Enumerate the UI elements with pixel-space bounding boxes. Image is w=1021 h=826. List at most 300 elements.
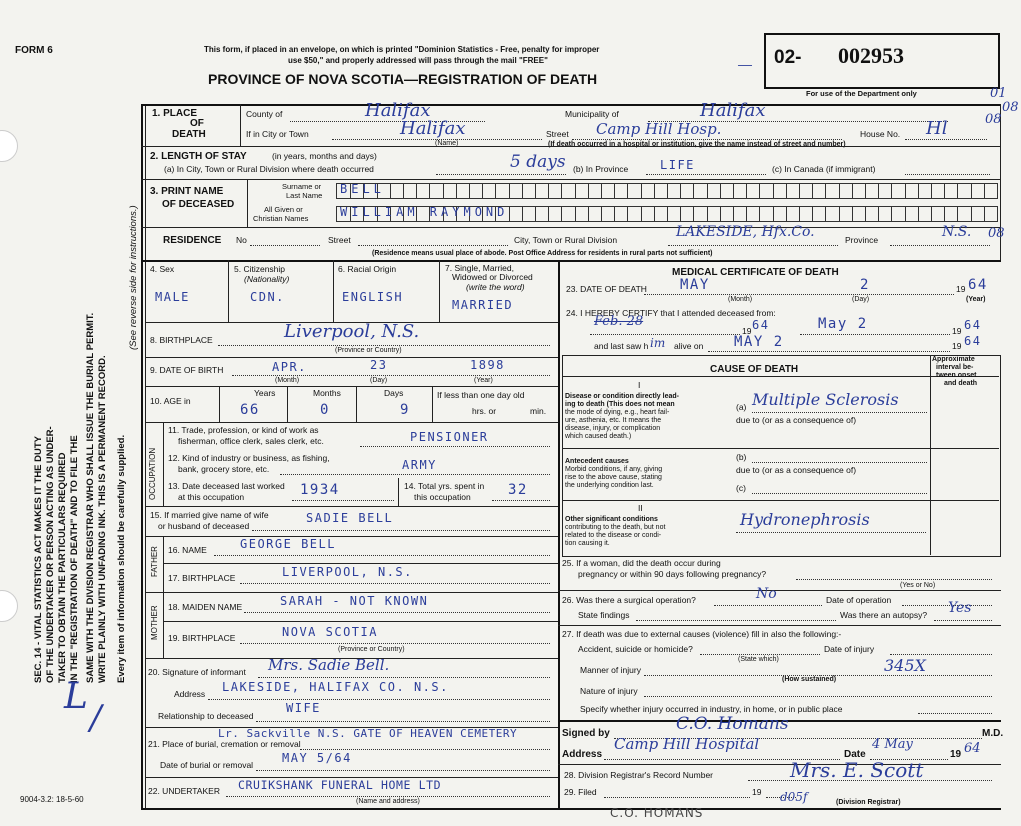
signed-by-value: C.O. Homans	[676, 714, 789, 734]
letter-cell	[496, 184, 510, 198]
row-occupation-bottom	[145, 506, 558, 507]
age-divider-3	[356, 386, 357, 422]
how-sustained-note: (How sustained)	[782, 676, 837, 683]
place-label-2: OF	[190, 118, 204, 129]
age-days-value: 9	[400, 402, 410, 418]
marital-value: MARRIED	[452, 298, 514, 312]
informant-address-line	[208, 699, 550, 700]
residence-province-value: N.S.	[942, 224, 972, 240]
attended-from-yr-prefix: 19	[742, 326, 752, 336]
margin-mark-2: /	[90, 698, 102, 738]
row-father-bottom	[145, 592, 558, 593]
antecedent-1: Antecedent causes	[565, 458, 629, 465]
trade-value: PENSIONER	[410, 430, 489, 444]
letter-cell	[509, 207, 523, 221]
alive-line	[708, 351, 950, 352]
last-worked-value: 1934	[300, 482, 340, 498]
disease-line-3: the mode of dying, e.g., heart fail-	[565, 409, 670, 416]
cause-a-label: (a)	[736, 402, 747, 412]
residence-division-value: LAKESIDE, Hfx.Co.	[676, 224, 815, 240]
dob-day-note: (Day)	[370, 377, 388, 384]
undertaker-line	[226, 796, 550, 797]
residence-street-line	[358, 245, 508, 246]
name-label-2: OF DECEASED	[162, 199, 235, 210]
undertaker-value: CRUIKSHANK FUNERAL HOME LTD	[238, 778, 442, 792]
letter-cell	[839, 184, 853, 198]
md-label: M.D.	[982, 728, 1004, 739]
side-instruction-line3: TAKER TO OBTAIN THE PARTICULARS REQUIRED	[57, 452, 68, 683]
mother-maiden-value: SARAH - NOT KNOWN	[280, 594, 429, 608]
punch-hole-top	[0, 130, 18, 162]
burial-place-value: Lr. Sackville N.S. GATE OF HEAVEN CEMETERY	[218, 727, 518, 740]
attended-to-line	[800, 334, 950, 335]
filed-yr-prefix: 19	[752, 787, 762, 797]
letter-cell	[548, 184, 562, 198]
mother-birthplace-note: (Province or Country)	[338, 646, 405, 653]
dept-note: For use of the Department only	[806, 89, 917, 98]
letter-cell	[905, 207, 919, 221]
place-divider	[240, 104, 241, 146]
letter-cell	[707, 184, 721, 198]
city-label: If in City or Town	[246, 129, 309, 139]
name-divider	[247, 179, 248, 227]
surgery-value: No	[756, 586, 777, 602]
letter-cell	[601, 207, 615, 221]
cause-mid-line-1	[562, 448, 999, 449]
disease-line-1: Disease or condition directly lead-	[565, 393, 679, 400]
letter-cell	[812, 207, 826, 221]
letter-cell	[733, 207, 747, 221]
dash-mark: —	[738, 56, 752, 72]
residence-note: (Residence means usual place of abode. Post Office Address for residents in rural parts not sufficient)	[372, 250, 713, 257]
letter-cell	[931, 184, 945, 198]
doctor-date-yr: 64	[964, 741, 981, 756]
top-border	[141, 104, 1001, 106]
mother-birthplace-label: 19. BIRTHPLACE	[168, 633, 236, 643]
side-instruction-line6: WRITE PLAINLY WITH UNFADING INK. THIS IS A PERMANENT RECORD.	[97, 355, 108, 683]
municipality-value: Halifax	[700, 100, 766, 121]
racial-label: 6. Racial Origin	[338, 264, 397, 274]
father-name-label: 16. NAME	[168, 545, 207, 555]
attended-from: Feb. 28	[594, 314, 644, 329]
attended-to-yr: 64	[964, 318, 982, 332]
residence-no-line	[250, 245, 320, 246]
letter-cell	[614, 207, 628, 221]
stay-province-label: (b) In Province	[573, 164, 629, 174]
row4-bottom	[141, 260, 1001, 262]
letter-cell	[667, 184, 681, 198]
age-hrs: hrs. or	[472, 406, 497, 416]
father-birthplace-label: 17. BIRTHPLACE	[168, 573, 236, 583]
margin-mark-1: L	[64, 676, 88, 717]
q13-label-a: 13. Date deceased last worked	[168, 481, 285, 491]
cause-b-line	[752, 462, 927, 463]
disease-line-5: disease, injury, or complication	[565, 425, 661, 432]
attended-to-yr-prefix: 19	[952, 326, 962, 336]
burial-date-label: Date of burial or removal	[160, 760, 254, 770]
other-2: contributing to the death, but not	[565, 524, 666, 531]
letter-cell	[707, 207, 721, 221]
injury-date-line	[890, 654, 992, 655]
attended-label: 24. I HEREBY CERTIFY that I attended deceased from:	[566, 308, 776, 318]
manner-label: Manner of injury	[580, 665, 641, 675]
other-4: tion causing it.	[565, 540, 610, 547]
letter-cell	[641, 184, 655, 198]
q11-line	[360, 446, 550, 447]
autopsy-line	[934, 620, 992, 621]
house-label: House No.	[860, 129, 901, 139]
wife-line	[252, 530, 550, 531]
letter-cell	[918, 184, 932, 198]
death-month-note: (Month)	[728, 296, 753, 303]
dob-label: 9. DATE OF BIRTH	[150, 365, 224, 375]
death-year-prefix: 19	[956, 284, 966, 294]
letter-cell	[760, 207, 774, 221]
interval-2: interval be-	[936, 364, 974, 371]
residence-division-label: City, Town or Rural Division	[514, 235, 618, 245]
punch-hole-bottom	[0, 590, 18, 622]
corner-code-2: 08	[1002, 100, 1019, 115]
letter-cell	[720, 207, 734, 221]
surgery-line	[714, 605, 822, 606]
death-day: 2	[860, 277, 870, 293]
side-instruction-line2: OF THE UNDERTAKER OR PERSON ACTING AS UNDER-	[45, 426, 56, 683]
dob-day: 23	[370, 358, 388, 372]
street-label: Street	[546, 129, 569, 139]
letter-cell	[535, 184, 549, 198]
letter-cell	[878, 207, 892, 221]
citizenship-value: CDN.	[250, 290, 285, 304]
cause-a-line	[752, 412, 927, 413]
autopsy-label: Was there an autopsy?	[840, 610, 928, 620]
letter-cell	[931, 207, 945, 221]
letter-cell	[680, 184, 694, 198]
father-birthplace-line	[240, 583, 550, 584]
disease-line-2: ing to death (This does not mean	[565, 401, 675, 408]
stay-city-label: (a) In City, Town or Rural Division where death occurred	[164, 164, 374, 174]
mother-birthplace-value: NOVA SCOTIA	[282, 625, 378, 639]
other-3: related to the disease or condi-	[565, 532, 662, 539]
wife-label-1: 15. If married give name of wife	[150, 510, 269, 520]
filed-line	[604, 797, 750, 798]
birthplace-value: Liverpool, N.S.	[284, 321, 420, 342]
death-date-label: 23. DATE OF DEATH	[566, 284, 647, 294]
doctor-print-name: C.O. HOMANS	[610, 806, 704, 820]
relationship-line	[256, 721, 550, 722]
informant-address-label: Address	[174, 689, 206, 699]
cause-c-label: (c)	[736, 483, 746, 493]
letter-cell	[892, 207, 906, 221]
hospital-note: (If death occurred in a hospital or institution, give the name instead of street and number)	[548, 141, 846, 148]
q27-label: 27. If death was due to external causes (violence) fill in also the following:-	[562, 629, 842, 639]
citizenship-divider	[333, 260, 334, 322]
age-divider-4	[432, 386, 433, 422]
name-note: (Name)	[435, 140, 459, 147]
letter-cell	[588, 207, 602, 221]
letter-cell	[614, 184, 628, 198]
form-code: 9004-3.2: 18-5-60	[20, 795, 84, 804]
informant-signature: Mrs. Sadie Bell.	[268, 656, 390, 674]
burial-date-line	[256, 770, 550, 771]
letter-cell	[878, 184, 892, 198]
cause-mid-line-2	[562, 500, 999, 501]
informant-sig-label: 20. Signature of informant	[148, 667, 246, 677]
letter-cell	[773, 207, 787, 221]
age-years-label: Years	[254, 388, 276, 398]
residence-no-label: No	[236, 235, 247, 245]
death-year: 64	[968, 277, 988, 293]
attended-to: May 2	[818, 316, 868, 332]
side-instruction-line5: SAME WITH THE DIVISION REGISTRAR WHO SHALL ISSUE THE BURIAL PERMIT.	[85, 312, 96, 683]
state-findings-line	[636, 620, 836, 621]
letter-cell	[522, 184, 536, 198]
letter-cell	[865, 184, 879, 198]
street-value: Camp Hill Hosp.	[596, 120, 722, 138]
letter-cell	[733, 184, 747, 198]
stay-units: (in years, months and days)	[272, 151, 377, 161]
q25-label-b: pregnancy or within 90 days following pregnancy?	[578, 569, 767, 579]
antecedent-3: rise to the above cause, stating	[565, 474, 662, 481]
q11-label-b: fisherman, office clerk, sales clerk, etc.	[178, 436, 324, 446]
residence-label: RESIDENCE	[163, 235, 222, 246]
letter-cell	[746, 207, 760, 221]
reg-prefix: 02-	[774, 47, 802, 68]
racial-divider	[439, 260, 440, 322]
interval-3: tween onset	[936, 372, 977, 379]
county-value: Halifax	[365, 100, 431, 121]
filed-label: 29. Filed	[564, 787, 597, 797]
q14-line	[492, 500, 550, 501]
residence-province-label: Province	[845, 235, 879, 245]
informant-address-value: LAKESIDE, HALIFAX CO. N.S.	[222, 680, 449, 694]
q12-label-a: 12. Kind of industry or business, as fishing,	[168, 453, 330, 463]
q12-label-b: bank, grocery store, etc.	[178, 464, 270, 474]
burial-place-label: 21. Place of burial, cremation or removal	[148, 739, 301, 749]
other-value: Hydronephrosis	[740, 510, 870, 529]
street-line	[572, 139, 842, 140]
wife-value: SADIE BELL	[306, 511, 394, 525]
row-age-bottom	[145, 422, 558, 423]
q12-line	[280, 474, 550, 475]
row2-bottom	[141, 179, 1001, 180]
manner-code: 345X	[884, 656, 926, 675]
letter-cell	[680, 207, 694, 221]
left-border-inner	[145, 104, 146, 808]
side-instruction-line1: SEC. 14 - VITAL STATISTICS ACT MAKES IT THE DUTY	[33, 435, 44, 683]
attended-from-yr: 64	[752, 318, 770, 332]
age-lt-day: If less than one day old	[437, 390, 525, 400]
father-name-value: GEORGE BELL	[240, 537, 336, 551]
alive-on: MAY 2	[734, 334, 784, 350]
medical-title: MEDICAL CERTIFICATE OF DEATH	[672, 267, 839, 278]
state-findings-label: State findings	[578, 610, 630, 620]
letter-cell	[826, 207, 840, 221]
accident-label: Accident, suicide or homicide?	[578, 644, 693, 654]
death-month: MAY	[680, 277, 710, 293]
row-signed-bottom	[558, 764, 1001, 765]
house-line	[905, 139, 987, 140]
father-birthplace-value: LIVERPOOL, N.S.	[282, 565, 413, 579]
stay-label: 2. LENGTH OF STAY	[150, 151, 247, 162]
letter-cell	[628, 184, 642, 198]
interval-divider	[930, 355, 931, 555]
q14-label-a: 14. Total yrs. spent in	[404, 481, 485, 491]
surgery-label: 26. Was there a surgical operation?	[562, 595, 696, 605]
q13-label-b: at this occupation	[178, 492, 245, 502]
q25-line	[796, 579, 992, 580]
side-instruction-line8: (See reverse side for instructions.)	[128, 205, 139, 350]
dob-month-note: (Month)	[275, 377, 300, 384]
alive-label: alive on	[674, 341, 704, 351]
letter-cell	[826, 184, 840, 198]
registrar-note: (Division Registrar)	[836, 799, 901, 806]
letter-cell	[654, 207, 668, 221]
disease-line-6: which caused death.)	[565, 433, 632, 440]
doctor-date-yr-prefix: 19	[950, 749, 962, 760]
residence-division-line	[668, 245, 838, 246]
q14-label-b: this occupation	[414, 492, 471, 502]
row1-bottom	[141, 146, 1001, 147]
letter-cell	[562, 207, 576, 221]
burial-place-line	[300, 749, 550, 750]
row3-bottom	[141, 227, 1001, 228]
corner-code-1: 01	[990, 86, 1007, 101]
dob-month: APR.	[272, 360, 307, 374]
stay-city-line	[436, 174, 566, 175]
stay-canada-label: (c) In Canada (if immigrant)	[772, 164, 876, 174]
q11-label-a: 11. Trade, profession, or kind of work as	[168, 425, 319, 435]
industry-value: ARMY	[402, 458, 437, 472]
form-number: FORM 6	[15, 45, 53, 56]
surname-label-1: Surname or	[282, 182, 322, 191]
letter-cell	[694, 207, 708, 221]
reg-number: 002953	[838, 43, 904, 68]
birthplace-note: (Province or Country)	[335, 347, 402, 354]
op-date-line	[902, 605, 992, 606]
letter-cell	[971, 184, 985, 198]
place-code: 08	[985, 112, 1002, 127]
last-saw-label: and last saw h	[594, 341, 649, 351]
relationship-value: WIFE	[286, 701, 321, 715]
marital-label-1: 7. Single, Married,	[445, 263, 514, 273]
age-divider-2	[287, 386, 288, 422]
letter-cell	[944, 207, 958, 221]
residence-street-label: Street	[328, 235, 351, 245]
roman-1: I	[638, 380, 641, 390]
cause-title: CAUSE OF DEATH	[710, 364, 799, 375]
mail-notice-line2: use $50," and properly addressed will pass through the mail "FREE"	[288, 56, 548, 65]
due-to-1: due to (or as a consequence of)	[736, 415, 857, 425]
residence-province-line	[890, 245, 990, 246]
letter-cell	[865, 207, 879, 221]
age-months-value: 0	[320, 402, 330, 418]
q25-label-a: 25. If a woman, did the death occur during	[562, 558, 721, 568]
cause-a-value: Multiple Sclerosis	[752, 390, 899, 409]
house-value: Hl	[926, 118, 948, 139]
nature-label: Nature of injury	[580, 686, 638, 696]
county-label: County of	[246, 109, 283, 119]
side-instruction-line4: IN THE "REGISTRATION OF DEATH" AND TO FILE THE	[69, 435, 80, 683]
letter-cell	[746, 184, 760, 198]
citizenship-note: (Nationality)	[244, 274, 290, 284]
letter-cell	[548, 207, 562, 221]
father-side-label: FATHER	[150, 546, 159, 577]
sex-divider	[228, 260, 229, 322]
sex-label: 4. Sex	[150, 264, 175, 274]
wife-label-2: or husband of deceased	[158, 521, 250, 531]
interval-4: and death	[944, 380, 978, 387]
letter-cell	[971, 207, 985, 221]
letter-cell	[390, 184, 404, 198]
father-mid-line	[163, 563, 558, 564]
occupation-divider	[163, 422, 164, 506]
letter-cell	[773, 184, 787, 198]
center-divider	[558, 260, 560, 808]
last-saw-him: im	[650, 336, 666, 350]
age-min: min.	[530, 406, 547, 416]
letter-cell	[760, 184, 774, 198]
letter-cell	[958, 207, 972, 221]
father-divider	[163, 536, 164, 592]
letter-cell	[905, 184, 919, 198]
letter-cell	[403, 184, 417, 198]
stay-canada-line	[905, 174, 990, 175]
alive-yr-prefix: 19	[952, 341, 962, 351]
stay-city-value: 5 days	[510, 152, 566, 172]
mother-divider	[163, 592, 164, 658]
cause-c-line	[752, 493, 927, 494]
age-days-label: Days	[384, 388, 404, 398]
surname-boxes	[336, 183, 998, 199]
q14-divider	[398, 478, 399, 506]
undertaker-note: (Name and address)	[356, 798, 420, 805]
specify-label: Specify whether injury occurred in industry, in home, or in public place	[580, 704, 843, 714]
letter-cell	[416, 184, 430, 198]
municipality-label: Municipality of	[565, 109, 619, 119]
sex-value: MALE	[155, 290, 190, 304]
letter-cell	[469, 184, 483, 198]
letter-cell	[852, 184, 866, 198]
citizenship-label: 5. Citizenship	[234, 264, 286, 274]
doctor-address-label: Address	[562, 749, 603, 760]
row-wife-bottom	[145, 536, 558, 537]
other-line	[736, 532, 926, 533]
mother-maiden-line	[244, 612, 550, 613]
registrar-signature: Mrs. E. Scott	[790, 758, 924, 782]
letter-cell	[958, 184, 972, 198]
row26-bottom	[558, 625, 1001, 626]
city-value: Halifax	[400, 118, 466, 139]
stay-province-value: LIFE	[660, 158, 695, 172]
q13-line	[292, 500, 394, 501]
cause-header-line	[562, 376, 999, 377]
attended-from-line	[590, 334, 740, 335]
undertaker-label: 22. UNDERTAKER	[148, 786, 220, 796]
op-date-label: Date of operation	[826, 595, 892, 605]
letter-cell	[535, 207, 549, 221]
letter-cell	[654, 184, 668, 198]
informant-sig-line	[258, 677, 550, 678]
letter-cell	[443, 184, 457, 198]
letter-cell	[720, 184, 734, 198]
left-border	[141, 104, 143, 808]
stay-province-line	[646, 174, 766, 175]
letter-cell	[944, 184, 958, 198]
letter-cell	[588, 184, 602, 198]
letter-cell	[522, 207, 536, 221]
alive-yr: 64	[964, 334, 982, 348]
accident-line	[700, 654, 820, 655]
